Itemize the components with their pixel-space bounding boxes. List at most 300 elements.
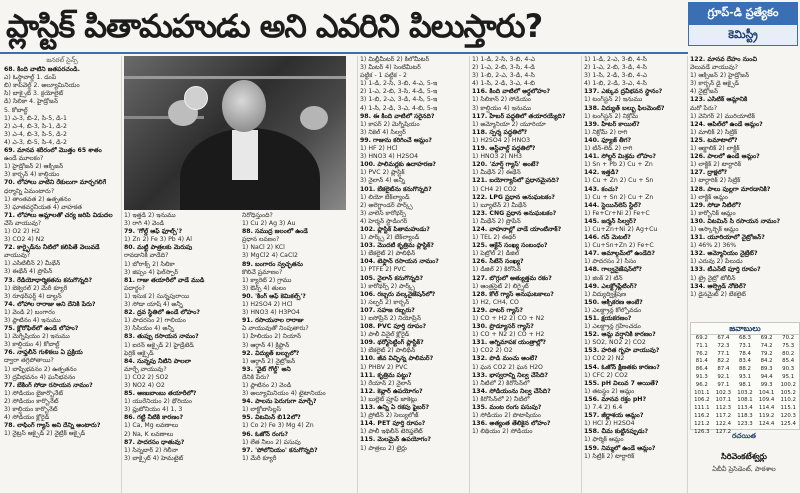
text-line: 88. సముద్ర జలంలో ఉండే xyxy=(242,228,308,236)
text-line: 3) నైలాన్ 4) అన్నీ xyxy=(360,177,405,185)
text-line: ద్వారా తగ్గిపోతాయి? xyxy=(4,357,54,365)
text-line: 1) సిలికాన్ 2) సోడియం xyxy=(472,96,531,104)
answer-cell: 122.4 xyxy=(715,420,732,427)
answer-cell: 117.2 xyxy=(715,412,732,419)
text-line: 1) విద్యుద్విశ్లేషణ xyxy=(584,290,627,298)
answer-cell: 84.2 xyxy=(760,358,773,365)
text-line: 103. మొదటి కృత్రిమ ప్లాస్టిక్? xyxy=(360,242,435,250)
text-line: 128. కోల్ గ్యాస్ అనుఘటకాలు? xyxy=(472,290,554,298)
text-line: 127. బొగ్గులో అత్యుత్తమ రకం? xyxy=(472,274,552,282)
answer-cell: 75.3 xyxy=(782,342,795,349)
text-line: ఎ) ఓస్టావాల్డ్ 1. డంప్ xyxy=(4,74,57,82)
text-line: 151. క్షయకరణం? xyxy=(584,315,632,322)
text-line: 1) హీలియం 2) నియాన్ xyxy=(242,333,302,341)
text-line: 97. 'పోలోనియం' కనుగొన్నది? xyxy=(242,446,318,454)
scientist-photo xyxy=(124,56,346,210)
text-line: 93. 'వైట్ గోల్డ్' అని xyxy=(242,365,291,373)
answer-cell: 95.1 xyxy=(782,373,795,380)
answer-cell: 94.4 xyxy=(760,373,773,380)
answer-cell: 93.1 xyxy=(738,373,751,380)
text-line: 1) బోరాక్స్ 2) సిలికా xyxy=(124,260,175,268)
text-line: 128. పాలు పుల్లగా మారడానికి? xyxy=(690,185,771,193)
text-line: 1) Cu 2) Ag 3) Au xyxy=(242,220,296,228)
text-line: 4) 1-సి, 2-డి, 3-ఎ, 4-బి, 5-ఇ xyxy=(360,104,438,112)
text-line: చేసే వాయువు? xyxy=(4,219,42,227)
text-line: 105. నైలాన్ కనుగొన్నది? xyxy=(360,274,424,282)
text-line: 1) పెట్రోల్ 2) డీజిల్ xyxy=(472,250,520,258)
text-line: 79. 'గోల్డ్ ఆఫ్ ఫూల్స్'? xyxy=(124,228,183,236)
text-line: 90. 'కింగ్ ఆఫ్ కెమికల్స్'? xyxy=(242,292,306,300)
text-line: 154. ఓజోన్ క్షీణతకు కారణం? xyxy=(584,363,660,371)
text-line: 124. ఆపిల్‌లో ఉండే ఆమ్లం? xyxy=(690,120,763,128)
text-line: 119. ఆస్ట్‌వాల్డ్ పద్ధతిలో? xyxy=(472,145,536,153)
text-line: 2) సోడియం కార్బొనేట్ xyxy=(4,397,59,405)
text-line: 1) Zn 2) Fe 3) Pb 4) Al xyxy=(124,236,192,244)
text-line: 1) Cu + Zn 2) Cu + Sn xyxy=(584,177,654,185)
text-line: 1) CH4 2) CO2 xyxy=(472,185,517,193)
answer-cell: 69.2 xyxy=(695,335,708,341)
text-line: 1) HF 2) HCl xyxy=(360,145,398,153)
answer-cell: 87.4 xyxy=(717,366,730,373)
answer-cell: 112.3 xyxy=(715,405,732,412)
column-divider xyxy=(121,56,122,493)
text-line: 1) ఆస్కార్బిక్ ఆమ్లం xyxy=(690,225,739,233)
text-line: 104. టెఫ్లాన్ రసాయన నామం? xyxy=(360,258,439,266)
text-line: వాయువు? xyxy=(4,252,31,260)
text-line: 1) ప్లాటినం 2) వెండి xyxy=(242,381,292,389)
text-line: 1) లిథియం 2) సోడియం xyxy=(472,428,533,436)
answer-cell: 111.1 xyxy=(694,405,710,412)
text-line: 110. జీవ విచ్ఛిన్న పాలిమర్? xyxy=(360,355,434,363)
answer-cell: 109.4 xyxy=(758,397,775,404)
text-line: 1) NaCl 2) KCl xyxy=(242,244,285,252)
text-line: 2) అలెగ్జాండర్ పార్క్స్ xyxy=(360,201,413,209)
answer-cell: 77.1 xyxy=(717,350,730,357)
text-line: 142. ఇత్తడి? xyxy=(584,169,619,177)
text-line: 126. పాలలో ఉండే ఆమ్లం? xyxy=(690,153,760,161)
text-line: 1) పార్క్స్ 2) బేక్‌ల్యాండ్ xyxy=(360,234,420,242)
text-column-5 xyxy=(472,56,582,493)
answer-row xyxy=(691,343,799,351)
text-line: 1) ట్రై నైట్రో టోలీన్ xyxy=(690,274,736,282)
answer-key-title: జవాబులు xyxy=(691,323,799,335)
text-column-6 xyxy=(584,56,688,493)
text-line: 1) టార్టారిక్ 2) సిట్రిక్ xyxy=(690,177,741,185)
text-line: 3) రాగి 4) వెండి xyxy=(124,220,165,228)
text-line: 3) HNO3 4) H3PO4 xyxy=(242,309,300,317)
text-line: పట్టిక - 1 పట్టిక - 2 xyxy=(360,72,407,80)
text-line: 1) ఎలక్ట్రాన్ల కోల్పోవడం xyxy=(584,306,642,314)
text-line: 1) పాలీ ఇథిలీన్ టెరిఫ్తలేట్ xyxy=(360,428,423,436)
answer-cell: 78.4 xyxy=(738,350,751,357)
text-line: 3) కాల్షియం కార్బొనేట్ xyxy=(4,406,58,414)
text-line: 111. కృత్రిమ పట్టు? xyxy=(360,371,412,379)
text-line: 1) లాక్టిక్ 2) టార్టారిక్ xyxy=(690,161,742,169)
text-line: 123. CNG ప్రధాన అనుఘటకం? xyxy=(472,209,557,217)
text-line: 4) ఎ-3, బి-5, సి-4, డి-2 xyxy=(4,138,67,146)
text-line: 156. మానవ రక్తం pH? xyxy=(584,395,647,403)
photo-figure-shirt xyxy=(232,130,258,180)
text-line: 92. విద్యుత్ బల్బులో? xyxy=(242,349,300,357)
text-line: 1) కారోథర్స్ 2) పార్క్స్ xyxy=(360,282,415,290)
text-line: 1) 46% 2) 36% xyxy=(690,242,737,250)
text-line: 3) రూథర్‌ఫర్డ్ 4) డాల్టన్ xyxy=(4,292,62,300)
answer-row xyxy=(691,358,799,366)
text-line: 120. 'మార్ష్ గ్యాస్' అంటే? xyxy=(472,161,540,169)
text-line: 3) ఘాతవర్ధనీయత 4) వాహకత xyxy=(4,203,82,211)
text-column-2 xyxy=(124,212,240,493)
text-line: 125. టమాటాలో? xyxy=(690,136,738,144)
text-line: 1) SO2, NO2 2) CO2 xyxy=(584,339,646,347)
text-line: 133. టీఎన్‌టీ పూర్తి రూపం? xyxy=(690,266,761,274)
text-line: 121. బయోగ్యాస్‌లో ప్రధానమైనది? xyxy=(472,177,560,185)
section-label: జనరల్ సైన్స్ xyxy=(46,56,78,64)
text-line: 108. PVC పూర్తి రూపం? xyxy=(360,323,427,331)
text-line: 1) అమ్మోనియా 2) యూరియా xyxy=(472,120,546,128)
text-line: 95. విటమిన్ బి12లో? xyxy=(242,414,301,422)
text-line: 1) ఎ-3, బి-2, సి-5, డి-1 xyxy=(4,114,67,122)
text-line: 3) వాలెస్ కారోథర్స్ xyxy=(360,209,406,217)
text-line: 1) 7.4 2) 6.4 xyxy=(584,404,623,412)
text-line: 1) CO + H2 2) CO + N2 xyxy=(472,315,545,322)
answer-cell: 105.2 xyxy=(780,389,796,396)
text-line: 158. చీమ కుట్టినప్పుడు? xyxy=(584,428,649,436)
text-line: 1) CO + N2 2) CO + H2 xyxy=(472,331,545,339)
answer-table xyxy=(691,335,799,436)
text-line: 1) H2, CH4, CO xyxy=(472,298,519,306)
text-line: 3) కార్బన్ 4) కాల్షియం xyxy=(4,171,60,179)
text-line: 109. థర్మోసెట్టింగ్ ప్లాస్టిక్? xyxy=(360,339,424,347)
answer-cell: 127.2 xyxy=(715,428,732,435)
text-line: 3) ఎ-4, బి-3, సి-5, డి-2 xyxy=(4,130,67,138)
answer-cell: 81.4 xyxy=(695,358,708,365)
text-line: 1) బేకలైట్ 2) పాలిథీన్ xyxy=(360,250,416,258)
text-line: 1) CFC 2) CO2 xyxy=(584,371,628,379)
text-line: 1) మీథేన్ 2) ప్రొపేన్ xyxy=(472,217,521,225)
text-line: 3) ఈథేన్ 4) ప్రొపేన్ xyxy=(4,268,53,276)
text-line: 1) పాదరసం 2) గాలియం xyxy=(124,317,186,325)
text-line: 1) నైట్రస్ ఆక్సైడ్ 2) నైట్రిక్ ఆక్సైడ్ xyxy=(4,430,86,438)
answer-cell: 69.2 xyxy=(760,335,773,341)
corner-subject: కెమిస్ట్రీ xyxy=(688,24,798,46)
answer-cell: 67.4 xyxy=(717,335,730,341)
text-line: 140. ఫ్యూజ్ తీగ? xyxy=(584,136,632,144)
author-credit xyxy=(690,432,798,492)
text-line: 70. లోహాలు వాటిని రేకులుగా మార్చగలిగే xyxy=(4,179,107,187)
text-line: 133. భాస్వరాన్ని నిల్వ చేసేది? xyxy=(472,371,548,379)
text-line: 134. సోడియంను నిల్వ చేసేది? xyxy=(472,387,551,395)
text-line: 1) PTFE 2) PVC xyxy=(360,266,406,274)
answer-cell: 120.3 xyxy=(780,412,796,419)
text-line: 1) తటస్థం 2) ఆమ్లం xyxy=(584,387,635,395)
text-line: 1) మెగ్నీషియం 2) ఇనుము xyxy=(4,333,70,341)
text-line: 83. తుప్పు రసాయన నామం? xyxy=(124,333,199,341)
text-line: 4) 1-సి, 2-డి, 3-ఎ, 4-బి xyxy=(472,80,535,88)
author-role: ఏబీవీ ప్రెసిడెంట్, పాఠశాల xyxy=(712,465,776,473)
text-line: 1) బాష్పీభవనం 2) ఉత్పతనం xyxy=(4,365,77,373)
text-line: 3) ఔన్స్ 4) తులం xyxy=(242,284,287,292)
text-column-4 xyxy=(360,56,470,493)
text-line: 1) 1-డి, 2-సి, 3-బి, 4-ఎ, 5-ఇ xyxy=(360,80,438,88)
text-line: 118. స్పర్శ పద్ధతిలో? xyxy=(472,128,528,136)
text-line: 153. హరిత గృహ వాయువు? xyxy=(584,347,660,355)
text-line: 3) ద్రవీభవనం 4) ఘనీభవనం xyxy=(4,373,76,381)
text-line: 1) మీథేన్ 2) ఈథేన్ xyxy=(472,169,521,177)
text-line: 3) సీసియం 4) అన్నీ xyxy=(124,325,174,333)
text-line: 94. పాలను పెరుగుగా మార్చే? xyxy=(242,398,317,406)
text-line: 114. PET పూర్తి రూపం? xyxy=(360,420,426,428)
text-line: 1) TEL 2) ఈథర్ xyxy=(472,234,516,242)
text-line: 78. లాఫింగ్ గ్యాస్ అని దేన్ని అంటారు? xyxy=(4,422,101,430)
text-line: 71. లోహాలు ఆమ్లాలతో చర్య జరిపి విడుదల xyxy=(4,211,113,219)
answer-cell: 91.3 xyxy=(695,373,708,380)
text-line: 3) సోడా యాష్ 4) అన్నీ xyxy=(124,301,183,309)
text-line: 138. విద్యుత్ బల్బు ఫిలమెంట్? xyxy=(584,104,665,112)
text-line: 1) సోడియం 2) పొటాషియం xyxy=(472,412,541,420)
text-line: 1) కార్బోనిక్ ఆమ్లం xyxy=(690,209,736,217)
text-line: 135. మంట రంగు పసుపు? xyxy=(472,404,542,412)
text-line: 112. కెవ్లార్ ఉపయోగం? xyxy=(360,387,423,395)
text-line: 1) పాలీ వినైల్ క్లోరైడ్ xyxy=(360,331,410,339)
text-line: 102. ప్లాస్టిక్ పితామహుడు? xyxy=(360,225,430,233)
answer-cell: 115.1 xyxy=(780,405,796,412)
text-line: 1) 1-డి, 2-సి, 3-బి, 4-ఎ xyxy=(472,56,535,63)
text-line: 87. పాదరసం ధాతువు? xyxy=(124,438,185,446)
text-line: 4) సోడియం క్లోరైడ్ xyxy=(4,414,50,422)
text-line: 81. గాజు తయారీలో వాడే ముడి xyxy=(124,276,205,284)
text-line: 150. ఆక్సీకరణ అంటే? xyxy=(584,298,643,306)
answer-cell: 98.1 xyxy=(738,381,751,388)
text-line: 1) మేరీ క్యూరీ xyxy=(242,454,277,462)
answer-row xyxy=(691,397,799,405)
text-line: 1) ఆర్గాన్ 2) నైట్రోజన్ xyxy=(242,357,296,365)
corner-tag: గ్రూప్-డి ప్రత్యేకం xyxy=(688,2,798,24)
text-line: 1) హైడ్రోజన్ 2) ఆక్సిజన్ xyxy=(4,163,64,171)
text-line: 131. యూరియాలో నైట్రోజన్? xyxy=(690,234,765,242)
text-line: 1) CO2 2) SO2 xyxy=(124,373,169,381)
text-line: 146. గన్ మెటల్? xyxy=(584,234,631,242)
text-line: 145. జర్మన్ సిల్వర్? xyxy=(584,217,637,225)
text-line: 106. రబ్బరు వల్కనైజేషన్‌లో? xyxy=(360,290,436,298)
text-line: 84. సున్నపు నీటిని పాలలా xyxy=(124,357,191,365)
answer-cell: 83.4 xyxy=(738,358,751,365)
author-name: సిరివెంకటేశ్వర్లు xyxy=(721,452,767,461)
text-column-3 xyxy=(242,212,358,493)
text-line: 1) H2SO4 2) HNO3 xyxy=(472,136,531,144)
text-line: 4) హెర్మన్ స్టాడింగర్ xyxy=(360,217,408,225)
answer-cell: 121.2 xyxy=(694,420,710,427)
text-line: 107. సహజ రబ్బరు? xyxy=(360,306,415,314)
photo-figure-head xyxy=(222,80,266,132)
text-line: 113. ఉన్ని ఏ రకపు ఫైబర్? xyxy=(360,404,430,412)
photo-figure-hand xyxy=(300,106,328,130)
text-line: 131. అగ్నిమాపక యంత్రాల్లో? xyxy=(472,339,546,347)
text-line: 1) Sn + Pb 2) Cu + Zn xyxy=(584,161,653,169)
text-line: 1) CO2 2) O2 xyxy=(472,347,513,355)
answer-cell: 89.3 xyxy=(760,366,773,373)
text-line: 89. బంగారం స్వచ్ఛతను xyxy=(242,260,303,268)
answer-row xyxy=(691,405,799,413)
answer-cell: 107.1 xyxy=(715,397,732,404)
text-line: 1) లియో బేక్‌ల్యాండ్ xyxy=(360,193,410,201)
text-line: 3) ఆర్గాన్ 4) క్రిప్టాన్ xyxy=(242,341,290,349)
answer-cell: 76.2 xyxy=(695,350,708,357)
text-line: 3) జిప్సం 4) ఫెల్‌స్పార్ xyxy=(124,268,179,276)
text-line: 75. క్లోరోఫిల్‌లో ఉండే లోహం? xyxy=(4,325,79,333)
text-line: 1) యురేనియం 2) థోరియం xyxy=(124,398,192,406)
text-line: మార్చే వాయువు? xyxy=(124,365,167,373)
text-line: బి) కాప్‌వెల్డ్ 2. అల్యూమినియం xyxy=(4,82,80,90)
text-line: 98. ఈ కింది వాటిలో సరైనది? xyxy=(360,112,435,120)
text-line: 1) లేత నీలం 2) పసుపు xyxy=(242,438,301,446)
text-line: 1) ఎరువు 2) పేలుడు xyxy=(690,258,743,266)
answer-cell: 73.1 xyxy=(738,342,751,349)
answer-cell: 108.1 xyxy=(737,397,753,404)
text-line: 122. మానవ దేహం నుంచి xyxy=(690,56,758,63)
text-line: 1) 1-డి, 2-ఎ, 3-బి, 4-సి xyxy=(584,56,647,63)
answer-cell: 72.3 xyxy=(717,342,730,349)
answer-cell: 106.2 xyxy=(694,397,710,404)
answer-row xyxy=(691,390,799,398)
text-line: 4) నైట్రోజన్ xyxy=(690,88,718,96)
text-line: 123. ఎసిటిక్ ఆమ్లానికి xyxy=(690,96,748,104)
text-line: 1) బ్యూటేన్ 2) మీథేన్ xyxy=(472,201,527,209)
text-line: 1) ఎలక్ట్రాన్ల గ్రహించడం xyxy=(584,323,641,331)
text-line: 3) MgCl2 4) CaCl2 xyxy=(242,252,298,260)
answer-cell: 97.1 xyxy=(717,381,730,388)
text-line: 130. విటమిన్ సి రసాయన నామం? xyxy=(690,217,781,225)
text-line: 4) 1-బి, 2-డి, 3-ఎ, 4-సి xyxy=(584,80,647,88)
answer-cell: 116.2 xyxy=(694,412,710,419)
text-line: 1) లాక్టోబాసిల్లస్ xyxy=(242,406,282,414)
headline-rule xyxy=(0,52,688,54)
text-line: 1) డీజిల్ 2) కిరోసిన్ xyxy=(472,266,521,274)
answer-cell: 96.2 xyxy=(695,381,708,388)
text-line: 1) వెనిగర్ 2) మురియాటిక్ xyxy=(690,112,755,120)
text-line: 1) ఎసిటిలీన్ 2) మీథేన్ xyxy=(4,260,61,268)
text-line: 1) ఫార్మిక్ ఆమ్లం xyxy=(584,436,624,444)
text-line: 2) 1-ఎ, 2-బి, 3-సి, 4-డి xyxy=(472,64,535,72)
text-line: 1) నిక్రోమ్ 2) రాగి xyxy=(584,128,628,136)
answer-cell: 92.1 xyxy=(717,373,730,380)
text-line: 91. రసాయనాల రారాజు xyxy=(242,317,304,325)
answer-cell: 79.2 xyxy=(760,350,773,357)
text-line: 1) వెండి 2) బంగారం xyxy=(4,308,55,316)
answer-cell: 104.1 xyxy=(758,389,775,396)
text-line: 1) పాదరసం 2) సీసం xyxy=(584,258,637,266)
answer-row xyxy=(691,351,799,359)
text-line: 144. స్టెయిన్‌లెస్ స్టీల్? xyxy=(584,201,642,209)
text-line: 1) Cu+Zn+Ni 2) Ag+Cu xyxy=(584,225,658,233)
answer-cell: 114.4 xyxy=(758,405,775,412)
text-line: 1) Fe+Cr+Ni 2) Fe+C xyxy=(584,209,650,217)
text-line: 1) H2SO4 2) HCl xyxy=(242,301,293,309)
text-line: 137. ఎక్కువ ద్రవీభవన స్థానం? xyxy=(584,88,663,96)
text-line: 143. కంచు? xyxy=(584,185,619,193)
text-line: 132. పొడి మంచు అంటే? xyxy=(472,355,538,363)
text-line: 124. వాహనాల్లో వాడే యాంటీనాక్? xyxy=(472,225,562,233)
answer-key xyxy=(690,322,800,435)
answer-cell: 125.4 xyxy=(780,420,796,427)
corner-box xyxy=(688,2,798,42)
text-line: 155. pH విలువ 7 అయితే? xyxy=(584,379,659,387)
text-line: 1) లాక్టిక్ ఆమ్లం xyxy=(690,193,728,201)
text-line: 132. అమ్మోనియం నైట్రేట్? xyxy=(690,250,758,258)
text-line: నిరోధిస్తుంది? xyxy=(242,212,273,219)
text-line: 80. మట్టి పాత్రలకు మెరుపు xyxy=(124,244,193,252)
text-line: 129. వాటర్ గ్యాస్? xyxy=(472,306,523,314)
answer-cell: 110.2 xyxy=(780,397,796,404)
text-line: 1) పాత్రలు 2) టైర్లు xyxy=(360,444,407,452)
answer-row xyxy=(691,366,799,374)
answer-cell: 85.4 xyxy=(782,358,795,365)
text-line: 127. ద్రాక్షలో? xyxy=(690,169,728,177)
text-line: 101. బేకలైట్‌ను కనుగొన్నది? xyxy=(360,185,432,193)
photo-shelf xyxy=(124,76,346,79)
text-line: 134. ఆల్ఫ్రెడ్ నోబెల్? xyxy=(690,282,747,290)
text-line: 69. మానవ శరీరంలో మొత్తం 65 శాతం xyxy=(4,147,102,155)
text-line: ఫెర్రిక్ ఆక్సైడ్ xyxy=(124,349,154,357)
text-column-1 xyxy=(4,56,120,493)
text-line: 1) ఇత్తడి 2) ఇనుము xyxy=(124,212,176,219)
text-line: 3) 1-సి, 2-డి, 3-బి, 4-ఎ xyxy=(584,72,647,80)
answer-cell: 70.2 xyxy=(782,335,795,341)
text-line: 3) అల్యూమినియం 4) టైటానియం xyxy=(242,390,326,398)
text-line: 1) Cu + Sn 2) Cu + Zn xyxy=(584,193,654,201)
text-line: 157. జీర్ణాశయ ఆమ్లం? xyxy=(584,412,644,420)
text-line: 76. నాఫ్తలీన్ గుళికలు ఏ ప్రక్రియ xyxy=(4,349,83,357)
text-line: 85. అణుబాంబు తయారీలో? xyxy=(124,390,197,398)
text-line: సి) బాక్సైట్ 3. క్రయోలైట్ xyxy=(4,90,64,98)
text-line: 147. అమాల్గమ్‌లో ఉండేది? xyxy=(584,250,655,258)
text-line: 5. కోబాల్ట్ xyxy=(4,106,28,114)
answer-cell: 90.3 xyxy=(782,366,795,373)
text-line: 3) కాల్షియం 4) ఇనుము xyxy=(472,104,532,112)
text-line: 1) HNO3 2) NH3 xyxy=(472,153,522,161)
text-line: 99. గాజును కరిగించే ఆమ్లం? xyxy=(360,136,432,144)
text-line: 1) కాపర్ 2) మెగ్నీషియం xyxy=(360,120,420,128)
answer-cell: 99.3 xyxy=(760,381,773,388)
text-line: 1) బెక్వెరల్ 2) మేరీ క్యూరీ xyxy=(4,284,68,292)
text-line: 1) నీటిలో 2) కిరోసిన్‌లో xyxy=(472,379,530,387)
text-line: 3) ప్లుటోనియం 4) 1, 3 xyxy=(124,406,183,414)
text-line: 73. రేడియోధార్మికతను కనుగొన్నది? xyxy=(4,276,93,284)
text-line: వెలువడే వాయువు? xyxy=(690,64,738,72)
text-line: 2) Na, K లవణాలు xyxy=(124,430,174,438)
text-line: 1) ఐసోప్రీన్ 2) నియోప్రీన్ xyxy=(360,315,421,322)
text-line: 1) సిన్నబార్ 2) గెలీనా xyxy=(124,446,178,454)
text-line: 74. లోహాల రారాజు అని దేనికి పేరు? xyxy=(4,300,96,308)
text-line: 96. ఓజోన్ రంగు? xyxy=(242,430,289,438)
text-line: 3) మీటర్ 4) సెంటీమీటర్ xyxy=(360,64,421,72)
text-line: ప్రధాన లవణం? xyxy=(242,236,280,244)
text-line: 1) రేయాన్ 2) నైలాన్ xyxy=(360,379,412,387)
credit-label: రచయిత xyxy=(732,432,756,440)
text-line: 1) క్యారెట్ 2) గ్రాము xyxy=(242,276,292,284)
text-line: 3) NO2 4) O2 xyxy=(124,381,165,389)
text-line: 1) సిట్రిక్ 2) టార్టారిక్ xyxy=(584,452,635,460)
text-line: 1) PHBV 2) PVC xyxy=(360,363,408,371)
text-line: 1) Ca, Mg లవణాలు xyxy=(124,422,179,430)
text-line: 3) నికెల్ 4) సిల్వర్ xyxy=(360,128,406,136)
answer-cell: 71.1 xyxy=(695,342,708,349)
text-line: 1) టంగ్‌స్టన్ 2) ఇనుము xyxy=(584,96,643,104)
text-line: 3) ప్లాటినం 4) ఇనుము xyxy=(4,317,61,324)
text-line: 82. ద్రవ స్థితిలో ఉండే లోహం? xyxy=(124,309,200,317)
text-line: ఉండే మూలకం? xyxy=(4,155,44,163)
answer-cell: 123.3 xyxy=(737,420,753,427)
text-line: 1) టిన్-లెడ్ 2) రాగి xyxy=(584,145,633,153)
